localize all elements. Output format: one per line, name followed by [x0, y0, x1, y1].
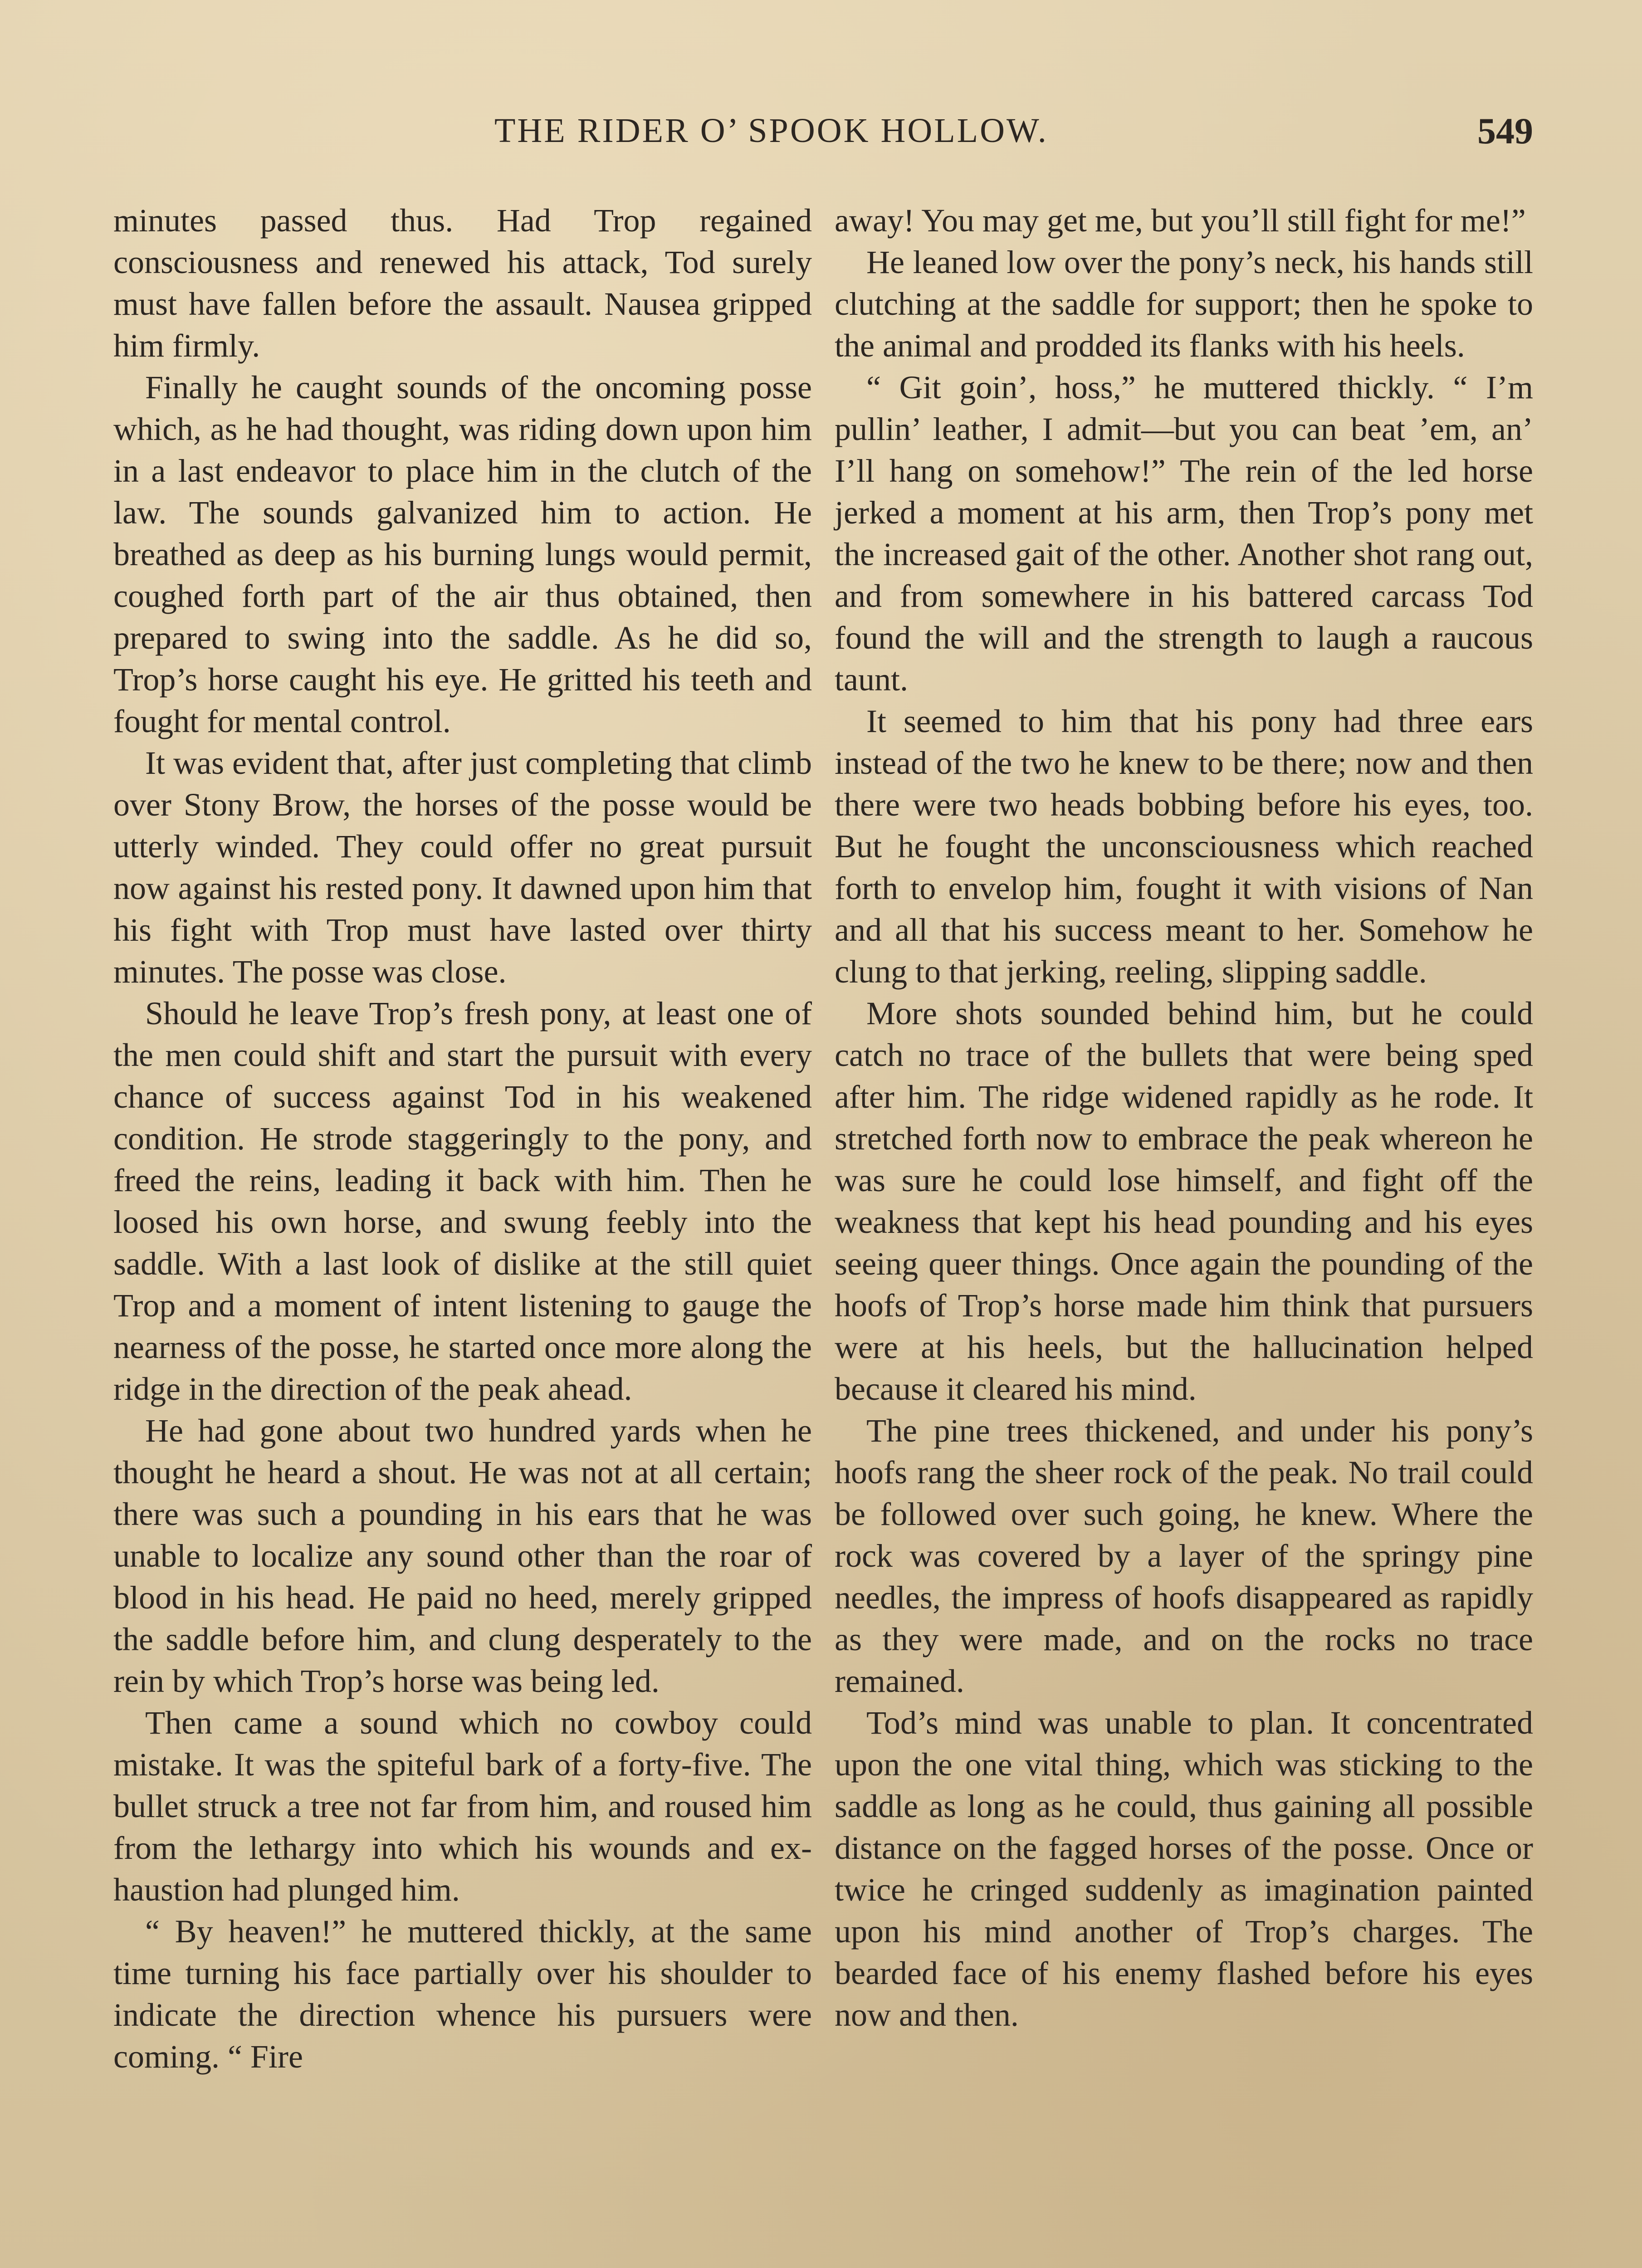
- right-column: [835, 200, 1533, 2036]
- paragraph: away! You may get me, but you’ll still fight for me!”: [835, 202, 1526, 239]
- paragraph: “ Git goin’, hoss,” he muttered thickly. “ I’m pullin’ leather, I admit—but you can beat ’em, an’ I’ll hang on somehow!” The rein of the led horse jerked a moment at his arm, then Trop’s pony met the increased gait of the other. Another shot rang out, and from somewhere in his battered carcass Tod found the will and the strength to laugh a raucous taunt.: [835, 369, 1533, 698]
- paragraph: Should he leave Trop’s fresh pony, at least one of the men could shift and start the pursuit with every chance of success against Tod in his weakened condition. He strode staggeringly to the pony, and freed the reins, leading it back with him. Then he loosed his own horse, and swung feebly into the saddle. With a last look of dislike at the still quiet Trop and a moment of intent listening to gauge the nearness of the posse, he started once more along the ridge in the direction of the peak ahead.: [113, 995, 812, 1407]
- paragraph: It was evident that, after just completing that climb over Stony Brow, the horses of the posse would be utterly winded. They could offer no great pursuit now against his rested pony. It dawned upon him that his fight with Trop must have lasted over thirty minutes. The posse was close.: [113, 745, 812, 990]
- page-number: 549: [1477, 110, 1533, 152]
- left-column: [113, 200, 812, 2077]
- paragraph: He had gone about two hundred yards when he thought he heard a shout. He was not at all certain; there was such a pounding in his ears that he was unable to localize any sound other than the roar of blood in his head. He paid no heed, merely gripped the saddle before him, and clung desperately to the rein by which Trop’s horse was being led.: [113, 1413, 812, 1699]
- paragraph: More shots sounded behind him, but he could catch no trace of the bullets that were being sped after him. The ridge widened rapidly as he rode. It stretched forth now to embrace the peak whereon he was sure he could lose himself, and fight off the weakness that kept his head pounding and his eyes seeing queer things. Once again the pounding of the hoofs of Trop’s horse made him think that pursuers were at his heels, but the hallucination helped because it cleared his mind.: [835, 995, 1533, 1407]
- paragraph: Finally he caught sounds of the oncoming posse which, as he had thought, was riding down upon him in a last endeavor to place him in the clutch of the law. The sounds galvanized him to action. He breathed as deep as his burning lungs would permit, coughed forth part of the air thus obtained, then prepared to swing into the saddle. As he did so, Trop’s horse caught his eye. He gritted his teeth and fought for mental control.: [113, 369, 812, 739]
- paragraph: It seemed to him that his pony had three ears instead of the two he knew to be there; now and then there were two heads bobbing before his eyes, too. But he fought the unconsciousness which reached forth to envelop him, fought it with visions of Nan and all that his success meant to her. Somehow he clung to that jerking, reeling, slipping saddle.: [835, 703, 1533, 990]
- paragraph: “ By heaven!” he muttered thickly, at the same time turning his face partially over his shoulder to indicate the direction whence his pursuers were coming. “ Fire: [113, 1913, 812, 2075]
- running-head: THE RIDER O’ SPOOK HOLLOW.: [494, 112, 1048, 150]
- paragraph: minutes passed thus. Had Trop regained consciousness and renewed his attack, Tod surely must have fallen before the assault. Nausea gripped him firmly.: [113, 202, 812, 364]
- paragraph: The pine trees thickened, and under his pony’s hoofs rang the sheer rock of the peak. No trail could be followed over such going, he knew. Where the rock was covered by a layer of the springy pine needles, the impress of hoofs disappeared as rapidly as they were made, and on the rocks no trace remained.: [835, 1413, 1533, 1699]
- paragraph: Then came a sound which no cowboy could mistake. It was the spiteful bark of a forty-five. The bullet struck a tree not far from him, and roused him from the lethargy into which his wounds and exhaustion had plunged him.: [113, 1705, 812, 1908]
- paragraph: He leaned low over the pony’s neck, his hands still clutching at the saddle for support; then he spoke to the animal and prodded its flanks with his heels.: [835, 244, 1533, 364]
- paragraph: Tod’s mind was unable to plan. It concentrated upon the one vital thing, which was sticking to the saddle as long as he could, thus gaining all possible distance on the fagged horses of the posse. Once or twice he cringed suddenly as imagination painted upon his mind another of Trop’s charges. The bearded face of his enemy flashed before his eyes now and then.: [835, 1705, 1533, 2033]
